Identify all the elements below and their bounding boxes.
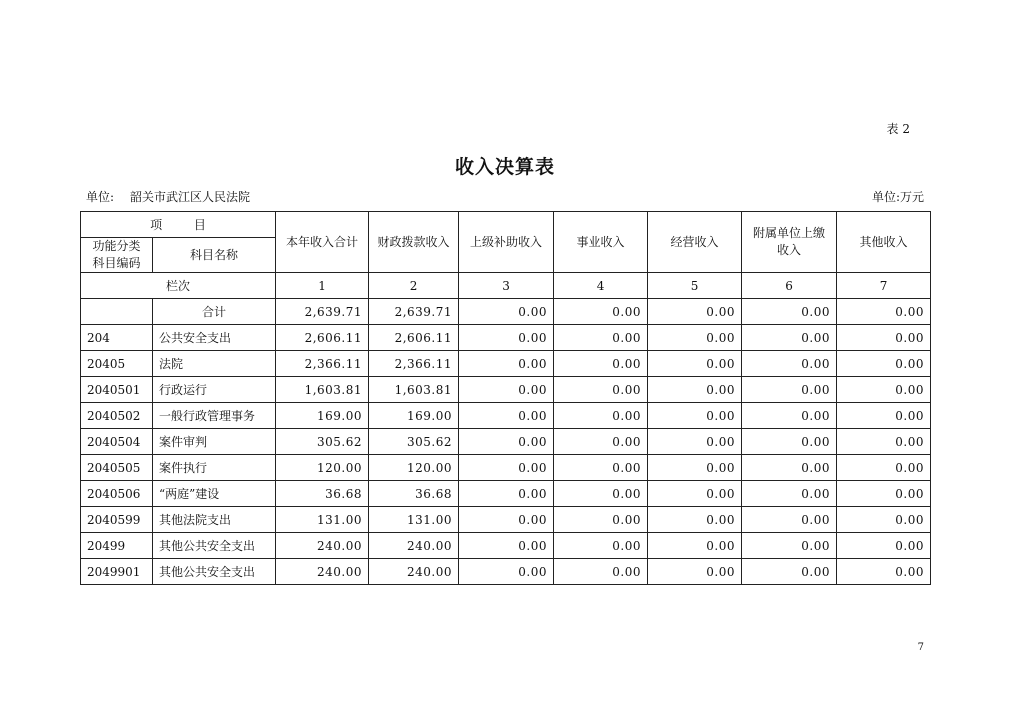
table-row <box>81 403 931 429</box>
table-number: 表 2 <box>886 122 910 136</box>
table-row <box>81 299 931 325</box>
table-row <box>81 507 931 533</box>
function-code-cell: 2040504 <box>81 429 153 455</box>
function-code-cell: 2040599 <box>81 507 153 533</box>
function-code-cell: 2049901 <box>81 559 153 585</box>
table-row <box>81 377 931 403</box>
col-header-operating: 经营收入 <box>648 212 742 273</box>
amount-cell: 2,606.11 <box>369 325 459 351</box>
col-header-fiscal: 财政拨款收入 <box>369 212 459 273</box>
amount-cell: 0.00 <box>648 533 742 559</box>
function-code-cell: 204 <box>81 325 153 351</box>
function-code-cell: 2040502 <box>81 403 153 429</box>
amount-cell: 0.00 <box>742 299 837 325</box>
amount-cell: 0.00 <box>837 455 931 481</box>
amount-cell: 0.00 <box>648 403 742 429</box>
amount-cell: 0.00 <box>648 377 742 403</box>
amount-cell: 131.00 <box>369 507 459 533</box>
amount-cell: 0.00 <box>554 351 648 377</box>
currency-unit: 单位:万元 <box>871 190 924 204</box>
column-index: 5 <box>648 273 742 299</box>
column-index: 7 <box>837 273 931 299</box>
col-header-superior-subsidy: 上级补助收入 <box>459 212 554 273</box>
col-header-affiliated: 附属单位上缴 收入 <box>742 212 837 273</box>
col-header-business: 事业收入 <box>554 212 648 273</box>
amount-cell: 0.00 <box>459 429 554 455</box>
amount-cell: 0.00 <box>459 403 554 429</box>
subject-name-cell: 其他公共安全支出 <box>153 533 276 559</box>
amount-cell: 0.00 <box>648 455 742 481</box>
amount-cell: 240.00 <box>276 533 369 559</box>
amount-cell: 0.00 <box>742 507 837 533</box>
function-code-cell: 2040501 <box>81 377 153 403</box>
reporting-unit-name: 韶关市武江区人民法院 <box>130 190 251 204</box>
amount-cell: 36.68 <box>276 481 369 507</box>
income-statement-table <box>80 211 931 585</box>
amount-cell: 0.00 <box>837 533 931 559</box>
reporting-unit <box>86 188 250 205</box>
amount-cell: 2,639.71 <box>369 299 459 325</box>
amount-cell: 0.00 <box>459 325 554 351</box>
subject-name-cell: 其他法院支出 <box>153 507 276 533</box>
table-row <box>81 533 931 559</box>
amount-cell: 0.00 <box>554 507 648 533</box>
column-index: 1 <box>276 273 369 299</box>
amount-cell: 0.00 <box>648 429 742 455</box>
amount-cell: 2,606.11 <box>276 325 369 351</box>
column-index: 3 <box>459 273 554 299</box>
amount-cell: 0.00 <box>837 299 931 325</box>
amount-cell: 0.00 <box>554 533 648 559</box>
subject-name-cell: 合计 <box>153 299 276 325</box>
amount-cell: 0.00 <box>742 481 837 507</box>
amount-cell: 0.00 <box>459 533 554 559</box>
amount-cell: 2,366.11 <box>276 351 369 377</box>
amount-cell: 305.62 <box>369 429 459 455</box>
amount-cell: 0.00 <box>742 455 837 481</box>
amount-cell: 2,366.11 <box>369 351 459 377</box>
table-row <box>81 481 931 507</box>
item-header: 项 目 <box>81 212 276 238</box>
column-index: 2 <box>369 273 459 299</box>
amount-cell: 0.00 <box>554 455 648 481</box>
subject-name-cell: 案件审判 <box>153 429 276 455</box>
column-index-label: 栏次 <box>81 273 276 299</box>
subject-name-cell: “两庭”建设 <box>153 481 276 507</box>
function-code-cell: 20405 <box>81 351 153 377</box>
amount-cell: 0.00 <box>554 299 648 325</box>
subject-name-cell: 其他公共安全支出 <box>153 559 276 585</box>
amount-cell: 2,639.71 <box>276 299 369 325</box>
amount-cell: 0.00 <box>648 481 742 507</box>
amount-cell: 169.00 <box>369 403 459 429</box>
table-row <box>81 559 931 585</box>
amount-cell: 0.00 <box>837 507 931 533</box>
subject-name-cell: 公共安全支出 <box>153 325 276 351</box>
amount-cell: 305.62 <box>276 429 369 455</box>
table-row <box>81 351 931 377</box>
amount-cell: 0.00 <box>554 325 648 351</box>
amount-cell: 0.00 <box>648 299 742 325</box>
amount-cell: 0.00 <box>648 325 742 351</box>
amount-cell: 0.00 <box>837 429 931 455</box>
amount-cell: 0.00 <box>742 351 837 377</box>
amount-cell: 120.00 <box>276 455 369 481</box>
amount-cell: 169.00 <box>276 403 369 429</box>
function-code-cell: 2040505 <box>81 455 153 481</box>
function-code-cell: 20499 <box>81 533 153 559</box>
amount-cell: 0.00 <box>554 559 648 585</box>
col-header-other: 其他收入 <box>837 212 931 273</box>
function-code-cell: 2040506 <box>81 481 153 507</box>
amount-cell: 0.00 <box>459 351 554 377</box>
amount-cell: 0.00 <box>554 403 648 429</box>
column-index: 4 <box>554 273 648 299</box>
subject-name-cell: 一般行政管理事务 <box>153 403 276 429</box>
subject-name-cell: 案件执行 <box>153 455 276 481</box>
code-column-header: 功能分类 科目编码 <box>81 238 153 273</box>
name-column-header: 科目名称 <box>153 238 276 273</box>
amount-cell: 0.00 <box>742 325 837 351</box>
subject-name-cell: 行政运行 <box>153 377 276 403</box>
page-number: 7 <box>917 642 924 653</box>
amount-cell: 1,603.81 <box>369 377 459 403</box>
amount-cell: 0.00 <box>648 559 742 585</box>
amount-cell: 0.00 <box>459 455 554 481</box>
amount-cell: 240.00 <box>369 533 459 559</box>
subject-name-cell: 法院 <box>153 351 276 377</box>
amount-cell: 0.00 <box>742 533 837 559</box>
amount-cell: 0.00 <box>554 377 648 403</box>
amount-cell: 0.00 <box>837 325 931 351</box>
amount-cell: 0.00 <box>742 403 837 429</box>
amount-cell: 0.00 <box>648 507 742 533</box>
amount-cell: 0.00 <box>742 429 837 455</box>
amount-cell: 0.00 <box>837 351 931 377</box>
amount-cell: 1,603.81 <box>276 377 369 403</box>
table-row <box>81 455 931 481</box>
amount-cell: 240.00 <box>369 559 459 585</box>
amount-cell: 0.00 <box>742 559 837 585</box>
amount-cell: 0.00 <box>459 559 554 585</box>
amount-cell: 0.00 <box>837 403 931 429</box>
page-title: 收入决算表 <box>454 156 555 178</box>
table-row <box>81 429 931 455</box>
amount-cell: 131.00 <box>276 507 369 533</box>
table-row <box>81 325 931 351</box>
function-code-cell <box>81 299 153 325</box>
amount-cell: 0.00 <box>742 377 837 403</box>
amount-cell: 240.00 <box>276 559 369 585</box>
reporting-unit-label: 单位: <box>86 190 115 204</box>
amount-cell: 36.68 <box>369 481 459 507</box>
amount-cell: 0.00 <box>459 481 554 507</box>
amount-cell: 0.00 <box>837 377 931 403</box>
amount-cell: 0.00 <box>459 377 554 403</box>
col-header-total: 本年收入合计 <box>276 212 369 273</box>
amount-cell: 0.00 <box>837 559 931 585</box>
amount-cell: 0.00 <box>459 507 554 533</box>
amount-cell: 0.00 <box>648 351 742 377</box>
amount-cell: 0.00 <box>459 299 554 325</box>
amount-cell: 0.00 <box>554 429 648 455</box>
amount-cell: 0.00 <box>554 481 648 507</box>
amount-cell: 0.00 <box>837 481 931 507</box>
column-index: 6 <box>742 273 837 299</box>
amount-cell: 120.00 <box>369 455 459 481</box>
